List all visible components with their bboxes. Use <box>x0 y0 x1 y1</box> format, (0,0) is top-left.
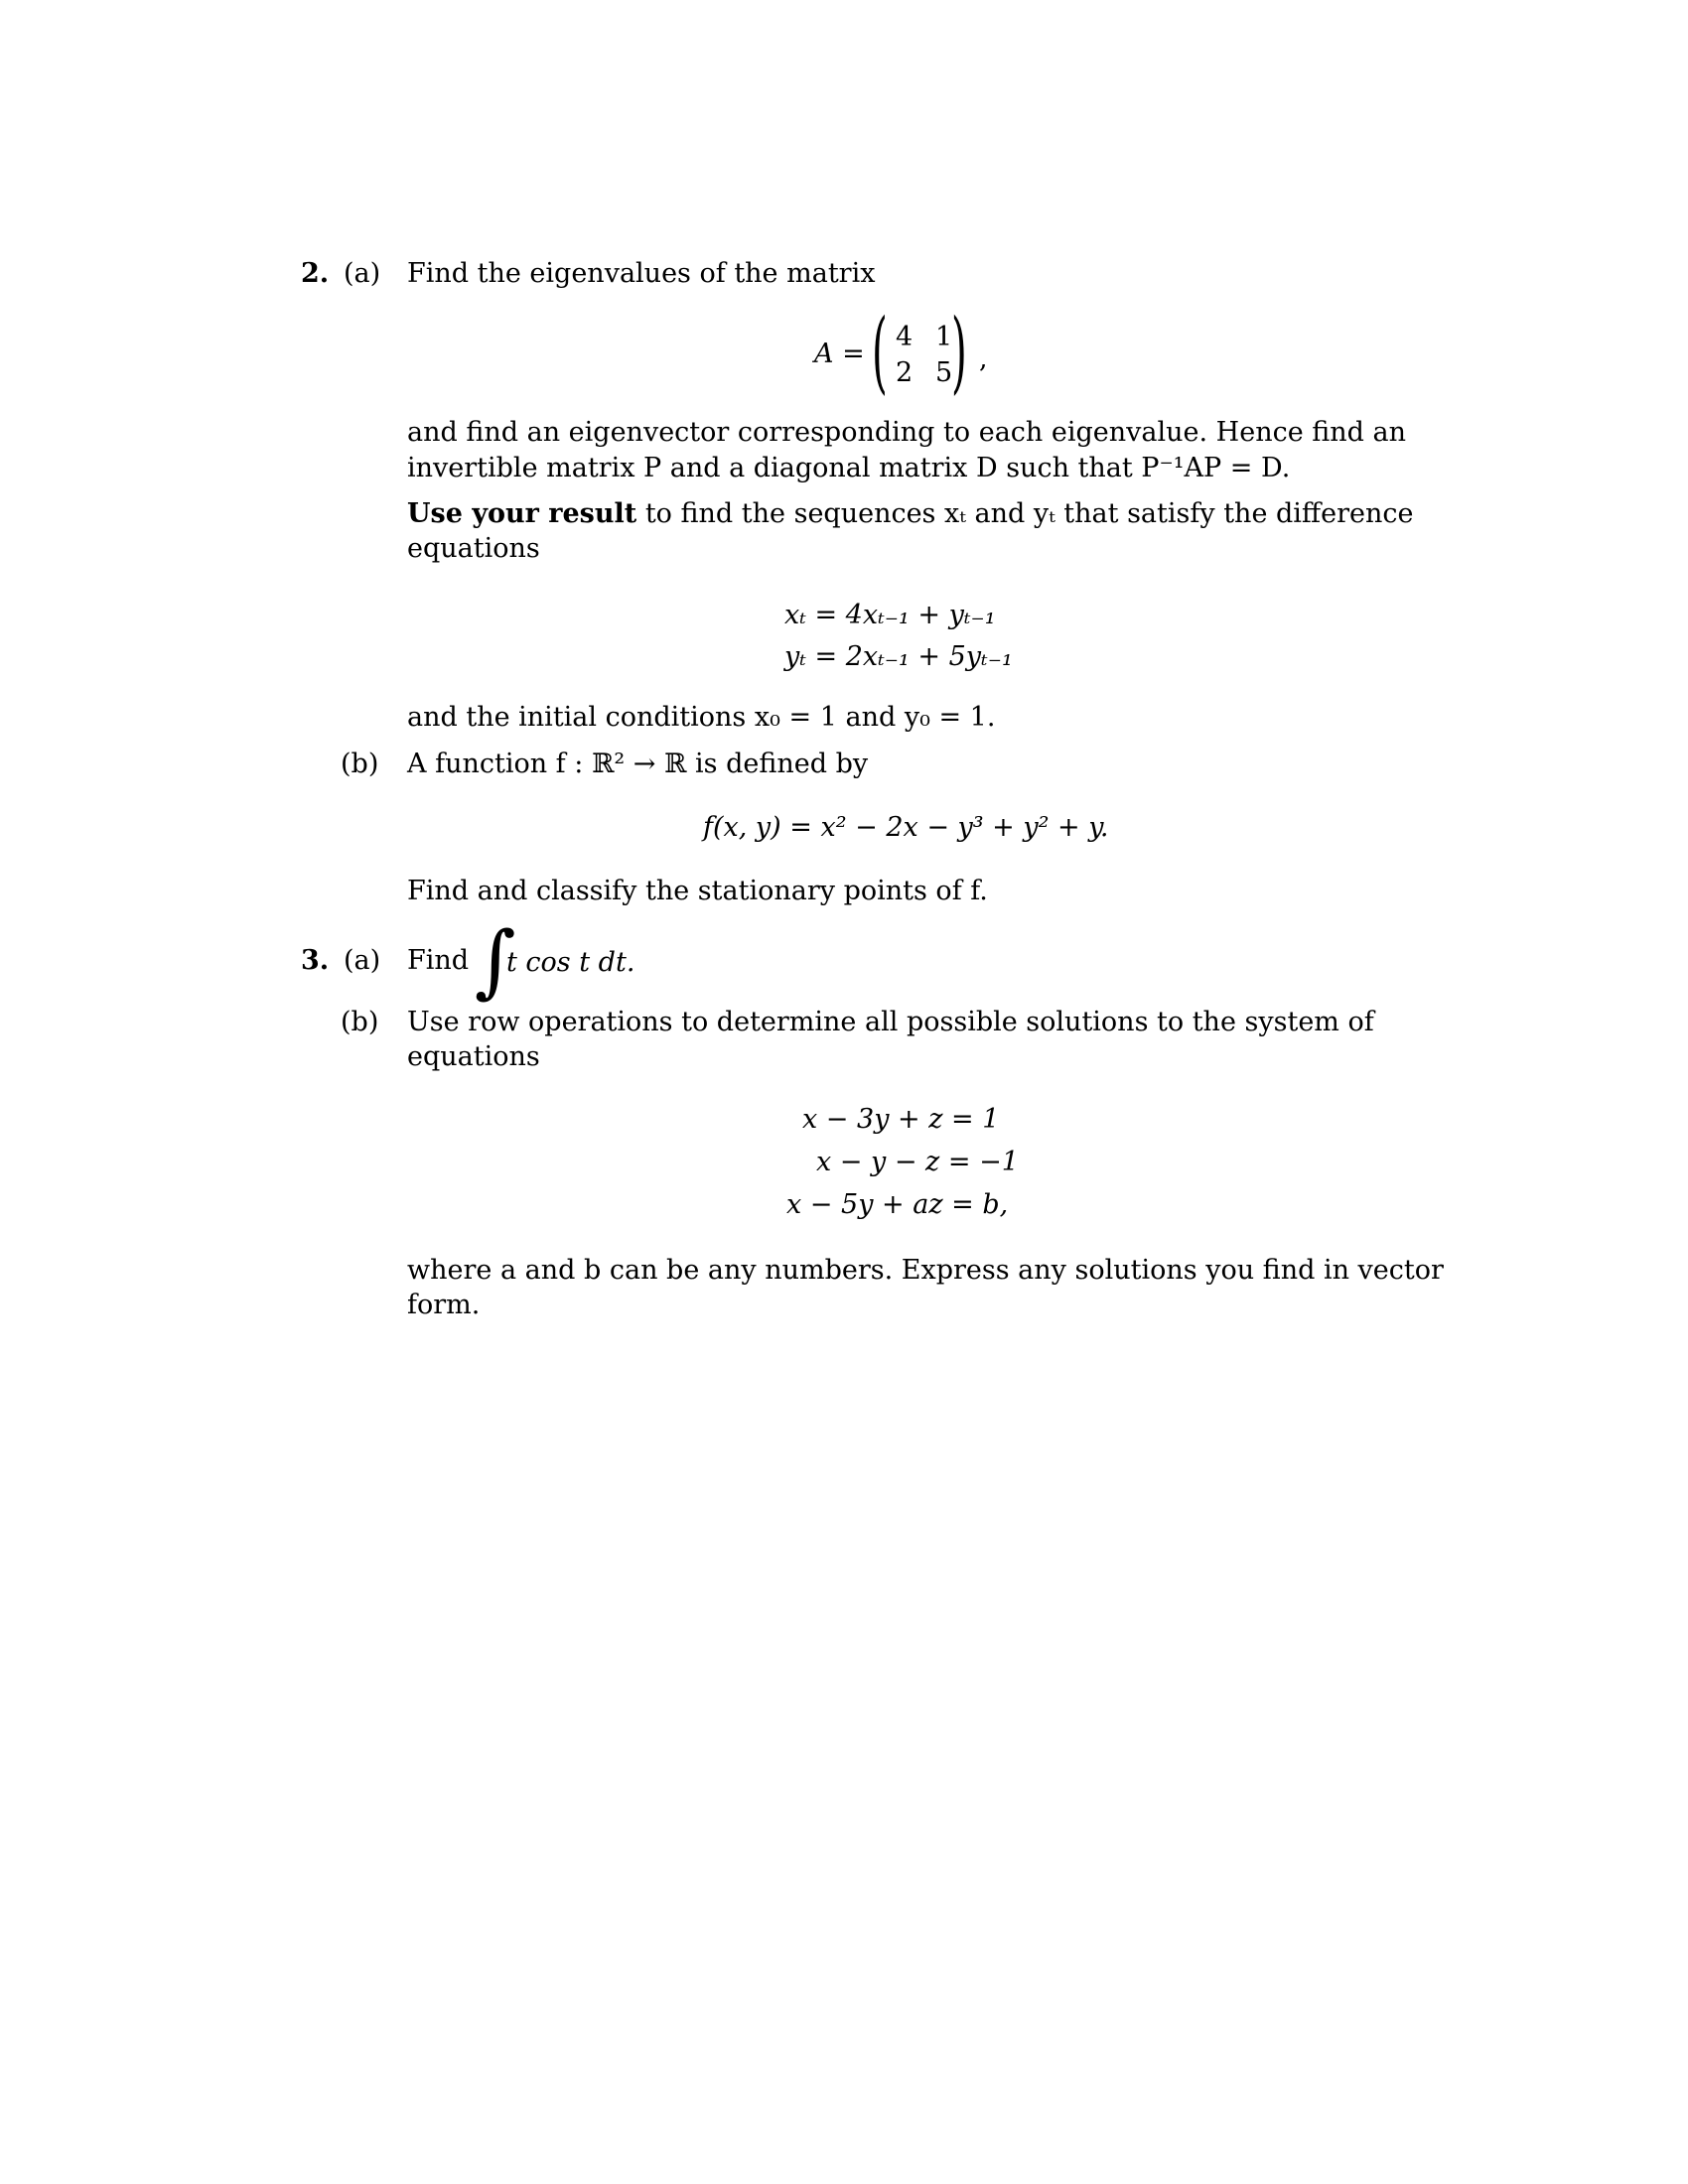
integrand: t cos t dt. <box>506 947 635 978</box>
q2a-use-result-line <box>407 496 1413 532</box>
q3b-where-line2: form. <box>407 1290 481 1320</box>
q3b-line2: equations <box>407 1041 540 1072</box>
q2a-intro: Find the eigenvalues of the matrix <box>407 258 876 289</box>
q2b-task: Find and classify the stationary points of f. <box>407 876 988 906</box>
integral-sign: ∫ <box>475 914 516 1007</box>
q2b-function: f(x, y) = x² − 2x − y³ + y² + y. <box>703 812 1109 843</box>
q3-part-a-label: (a) <box>344 945 381 976</box>
system-equation-2: x − y − z = −1 <box>816 1147 1019 1177</box>
q2-part-a-label: (a) <box>344 258 381 289</box>
matrix-comma: , <box>979 343 988 374</box>
difference-equation-1: xₜ = 4xₜ₋₁ + yₜ₋₁ <box>784 600 996 630</box>
q3a-find: Find <box>407 945 470 976</box>
q2a-line2: and find an eigenvector corresponding to each eigenvalue. Hence find an <box>407 417 1407 448</box>
use-result-rest: to find the sequences xₜ and yₜ that satisfy the difference <box>636 498 1414 529</box>
system-equation-1: x − 3y + z = 1 <box>802 1104 1000 1135</box>
q2a-equations-word: equations <box>407 533 540 564</box>
question-2-number: 2. <box>301 258 330 289</box>
q3b-line1: Use row operations to determine all possible solutions to the system of <box>407 1007 1374 1037</box>
matrix-cell: 2 <box>896 357 914 388</box>
system-equation-3: x − 5y + az = b, <box>786 1189 1009 1220</box>
matrix-cell: 5 <box>935 357 953 388</box>
q2-part-b-label: (b) <box>341 749 379 779</box>
matrix-right-paren: ) <box>951 300 967 404</box>
q2b-intro: A function f : ℝ² → ℝ is defined by <box>407 749 869 779</box>
q3-part-b-label: (b) <box>341 1007 379 1037</box>
q2a-initial-conditions: and the initial conditions x₀ = 1 and y₀ = 1. <box>407 702 996 733</box>
difference-equation-2: yₜ = 2xₜ₋₁ + 5yₜ₋₁ <box>784 641 1013 672</box>
use-result-bold: Use your result <box>407 498 637 529</box>
matrix-cell: 1 <box>935 322 953 352</box>
question-3-number: 3. <box>301 945 330 976</box>
matrix-left-paren: ( <box>872 300 888 404</box>
q3b-where-line1: where a and b can be any numbers. Express any solutions you find in vector <box>407 1255 1444 1286</box>
matrix-lhs: A = <box>814 339 865 369</box>
q2a-line3: invertible matrix P and a diagonal matrix D such that P⁻¹AP = D. <box>407 453 1291 483</box>
matrix-cell: 4 <box>896 322 914 352</box>
